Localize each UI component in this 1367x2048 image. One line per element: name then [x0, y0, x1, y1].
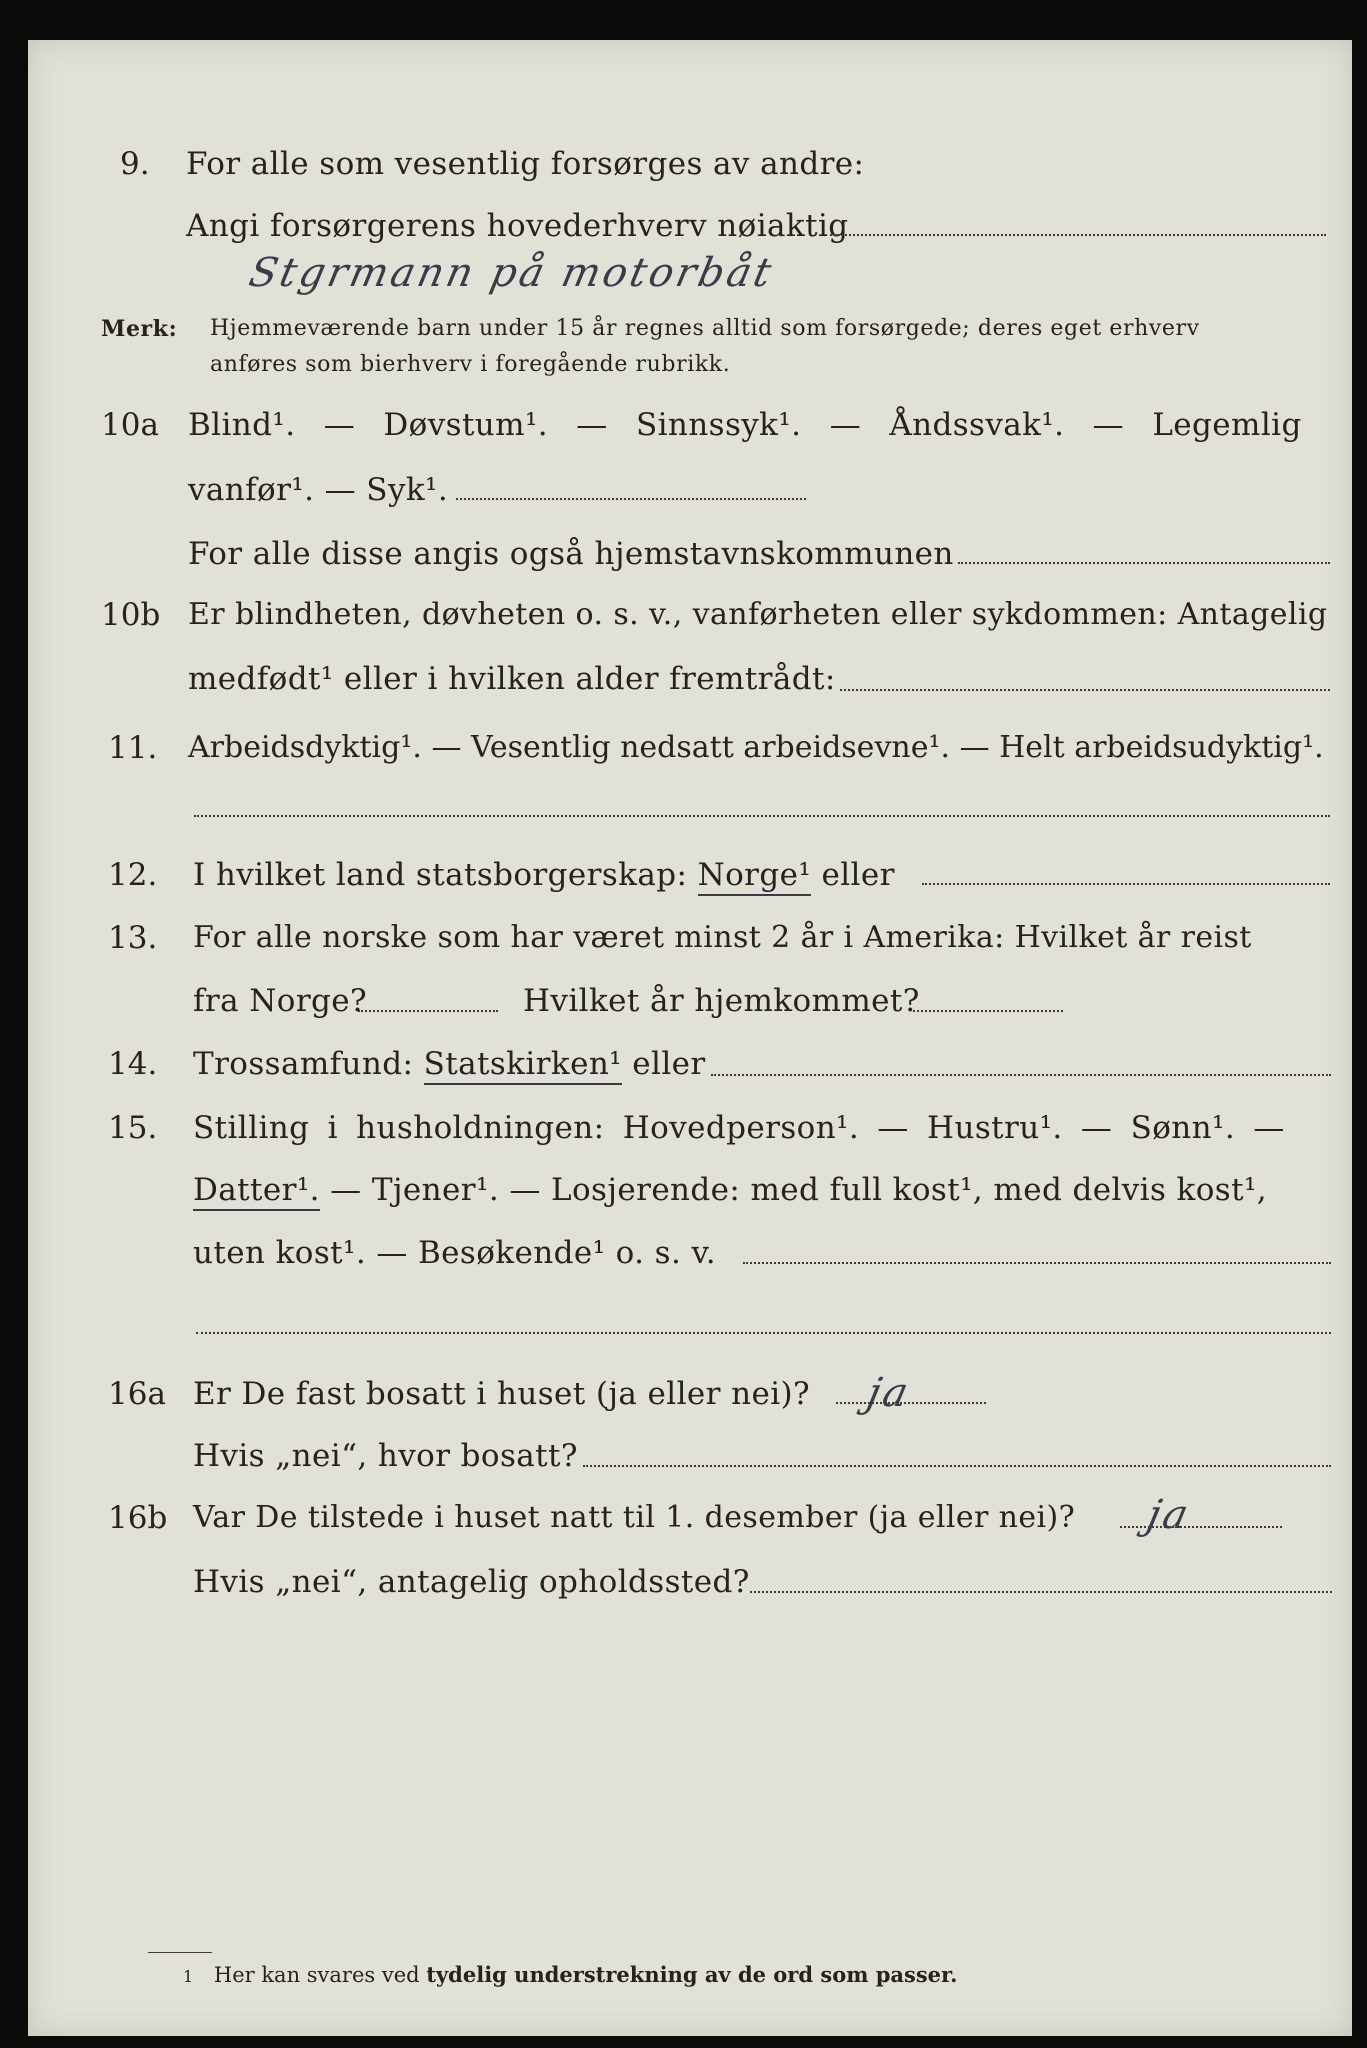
q16a-number: 16a: [108, 1376, 166, 1412]
q15-line1: Stilling i husholdningen: Hovedperson¹. — Hustru¹. — Sønn¹. —: [193, 1110, 1285, 1146]
q12-prefix: I hvilket land statsborgerskap:: [193, 857, 688, 893]
q12-text: [193, 857, 895, 893]
q10b-number: 10b: [101, 597, 161, 633]
footnote-mark: 1: [183, 1967, 194, 1986]
q10b-fill-line[interactable]: [840, 689, 1330, 691]
q11-fill-line[interactable]: [194, 815, 1330, 817]
footnote-bold-text: tydelig understrekning av de ord som passer.: [426, 1962, 958, 1987]
q16a-line1: Er De fast bosatt i huset (ja eller nei)?: [193, 1376, 811, 1412]
q15-number: 15.: [108, 1110, 158, 1146]
q15-option-datter[interactable]: Datter¹.: [193, 1172, 320, 1211]
q15-line2: [193, 1172, 1267, 1208]
q14-suffix: eller: [632, 1046, 706, 1082]
footnote-text: Her kan svares ved: [213, 1963, 420, 1987]
q14-option-statskirken[interactable]: Statskirken¹: [424, 1046, 622, 1085]
q15-fill-line[interactable]: [743, 1262, 1331, 1264]
q14-prefix: Trossamfund:: [193, 1046, 414, 1082]
q15-line2b: — Tjener¹. — Losjerende: med full kost¹, med delvis kost¹,: [330, 1172, 1268, 1208]
q9-line1: For alle som vesentlig forsørges av andre:: [186, 146, 865, 182]
q12-fill-line[interactable]: [922, 883, 1330, 885]
q14-fill-line[interactable]: [711, 1074, 1331, 1076]
q10b-line1: Er blindheten, døvheten o. s. v., vanførheten eller sykdommen: Antagelig: [188, 597, 1328, 632]
q12-suffix: eller: [821, 857, 895, 893]
q13-reist-fill-line[interactable]: [358, 1010, 498, 1012]
q14-text: [193, 1046, 706, 1082]
q12-number: 12.: [108, 857, 158, 893]
q10b-line2: medfødt¹ eller i hvilken alder fremtrådt:: [188, 661, 836, 697]
q10a-line1: Blind¹. — Døvstum¹. — Sinnssyk¹. — Åndssvak¹. — Legemlig: [188, 407, 1302, 443]
q15-extra-fill-line[interactable]: [196, 1332, 1331, 1334]
q16b-oppholdssted-fill-line[interactable]: [750, 1591, 1332, 1593]
q9-line2: Angi forsørgerens hovederhverv nøiaktig: [186, 208, 849, 244]
q10a-number: 10a: [101, 407, 159, 443]
q13-line2a: fra Norge?: [193, 983, 368, 1019]
q16a-fill-line[interactable]: [836, 1402, 986, 1404]
q9-number: 9.: [120, 146, 150, 182]
q12-option-norge[interactable]: Norge¹: [698, 857, 812, 896]
q16b-line2: Hvis „nei“, antagelig opholdssted?: [193, 1564, 750, 1600]
q13-hjemkommet-fill-line[interactable]: [913, 1010, 1063, 1012]
census-form-page: [28, 40, 1352, 2036]
merk-line2: anføres som bierhverv i foregående rubrikk.: [210, 352, 731, 377]
q13-line2b: Hvilket år hjemkommet?: [523, 983, 920, 1019]
q10a-hjemstavn-fill-line[interactable]: [958, 562, 1330, 564]
q10a-line3: For alle disse angis også hjemstavnskommunen: [188, 536, 954, 572]
q11-number: 11.: [108, 730, 158, 766]
q14-number: 14.: [108, 1046, 158, 1082]
q16b-line1: Var De tilstede i huset natt til 1. desember (ja eller nei)?: [193, 1500, 1076, 1535]
q13-line1: For alle norske som har været minst 2 år i Amerika: Hvilket år reist: [193, 920, 1252, 955]
q10a-fill-line[interactable]: [456, 498, 806, 500]
footnote-rule: [148, 1952, 212, 1953]
q16b-number: 16b: [108, 1500, 168, 1536]
footnote: [183, 1962, 957, 1987]
q16b-handwritten-answer: ja: [1143, 1492, 1196, 1538]
q16a-handwritten-answer: ja: [863, 1370, 916, 1416]
q11-line1: Arbeidsdyktig¹. — Vesentlig nedsatt arbeidsevne¹. — Helt arbeidsudyktig¹.: [188, 730, 1324, 765]
merk-label: Merk:: [101, 316, 178, 342]
q15-line3: uten kost¹. — Besøkende¹ o. s. v.: [193, 1235, 716, 1271]
q10a-line2: vanfør¹. — Syk¹.: [188, 472, 449, 508]
q13-number: 13.: [108, 920, 158, 956]
q16a-line2: Hvis „nei“, hvor bosatt?: [193, 1438, 578, 1474]
q16a-bosatt-fill-line[interactable]: [583, 1465, 1331, 1467]
merk-line1: Hjemmeværende barn under 15 år regnes alltid som forsørgede; deres eget erhverv: [210, 316, 1200, 341]
q9-fill-line[interactable]: [830, 234, 1326, 236]
q9-handwritten-answer: Stgrmann på motorbåt: [245, 250, 779, 296]
